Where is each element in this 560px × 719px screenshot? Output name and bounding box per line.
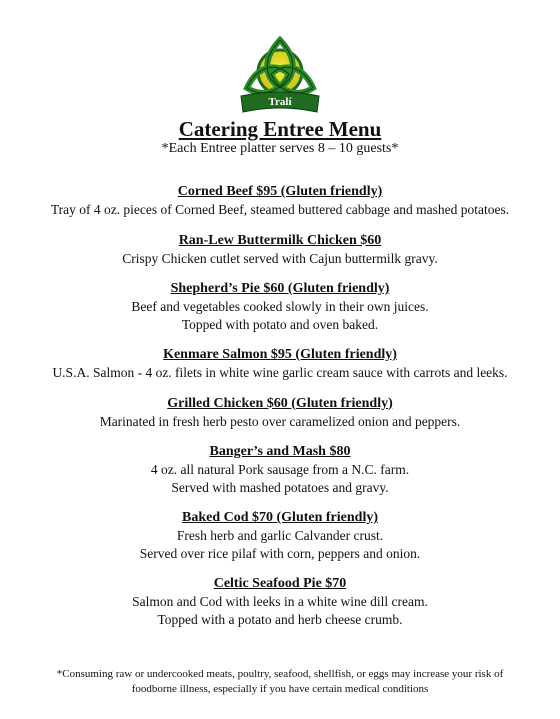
menu-item-description: Salmon and Cod with leeks in a white wine dill cream.	[132, 594, 428, 609]
menu-item	[0, 280, 560, 333]
menu-item	[0, 443, 560, 496]
disclaimer	[0, 667, 560, 697]
menu-item-name: Baked Cod $70 (Gluten friendly)	[181, 510, 378, 525]
menu-item	[0, 509, 560, 562]
menu-items	[0, 183, 560, 641]
menu-item-description: Served over rice pilaf with corn, peppers and onion.	[139, 545, 421, 561]
logo-text: Tralí	[268, 96, 292, 108]
menu-item-description: Beef and vegetables cooked slowly in their own juices.	[131, 299, 429, 314]
menu-item-description: U.S.A. Salmon - 4 oz. filets in white wine garlic cream sauce with carrots and leeks.	[52, 365, 508, 380]
disclaimer-line: *Consuming raw or undercooked meats, poultry, seafood, shellfish, or eggs may increase your risk of	[56, 668, 504, 680]
menu-item-description: Crispy Chicken cutlet served with Cajun buttermilk gravy.	[122, 250, 438, 266]
menu-item-name: Celtic Seafood Pie $70	[213, 576, 347, 591]
menu-item-name: Banger’s and Mash $80	[209, 444, 351, 459]
menu-item-description: Marinated in fresh herb pesto over caramelized onion and peppers.	[99, 413, 461, 429]
trali-logo	[235, 36, 325, 116]
menu-item-description: Topped with a potato and herb cheese crumb.	[157, 611, 403, 627]
menu-item-description: Served with mashed potatoes and gravy.	[171, 479, 389, 495]
menu-item-description: Topped with potato and oven baked.	[181, 316, 379, 332]
menu-item	[0, 575, 560, 628]
page-title: Catering Entree Menu	[178, 117, 382, 141]
menu-item-name: Shepherd’s Pie $60 (Gluten friendly)	[170, 281, 390, 296]
menu-item	[0, 395, 560, 431]
menu-item	[0, 232, 560, 268]
menu-item	[0, 346, 560, 382]
menu-item	[0, 183, 560, 219]
menu-item-description: Fresh herb and garlic Calvander crust.	[176, 528, 384, 543]
page-subtitle: *Each Entree platter serves 8 – 10 guests*	[161, 141, 399, 156]
menu-item-description: 4 oz. all natural Pork sausage from a N.C. farm.	[150, 462, 410, 477]
menu-item-name: Grilled Chicken $60 (Gluten friendly)	[167, 395, 393, 411]
menu-item-description: Tray of 4 oz. pieces of Corned Beef, steamed buttered cabbage and mashed potatoes.	[50, 202, 510, 217]
menu-item-name: Ran-Lew Buttermilk Chicken $60	[178, 232, 382, 248]
menu-item-name: Corned Beef $95 (Gluten friendly)	[177, 184, 383, 199]
menu-item-name: Kenmare Salmon $95 (Gluten friendly)	[163, 347, 397, 362]
logo-subtext: Irish Pub	[272, 107, 288, 112]
disclaimer-line: foodborne illness, especially if you have certain medical conditions	[131, 683, 429, 695]
